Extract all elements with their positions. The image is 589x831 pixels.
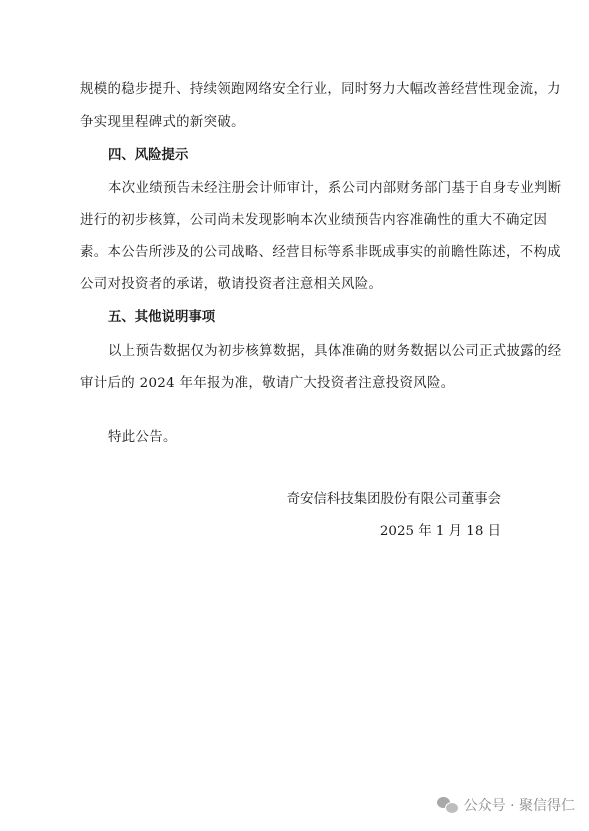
section-heading-risk: 四、风险提示 — [108, 148, 189, 163]
watermark-text: 公众号 · 聚信得仁 — [463, 798, 575, 814]
paragraph-line: 进行的初步核算，公司尚未发现影响本次业绩预告内容准确性的重大不确定因 — [80, 213, 548, 228]
signature-company: 奇安信科技集团股份有限公司董事会 — [286, 492, 501, 507]
paragraph-line: 规模的稳步提升、持续领跑网络安全行业，同时努力大幅改善经营性现金流，力 — [80, 82, 561, 97]
paragraph-line: 本次业绩预告未经注册会计师审计，系公司内部财务部门基于自身专业判断 — [108, 181, 562, 196]
watermark — [437, 795, 575, 815]
paragraph-line: 审计后的 2024 年年报为准，敬请广大投资者注意投资风险。 — [80, 376, 455, 391]
signature-date: 2025 年 1 月 18 日 — [379, 524, 501, 539]
paragraph-line: 公司对投资者的承诺，敬请投资者注意相关风险。 — [80, 277, 383, 292]
wechat-icon — [437, 796, 459, 814]
paragraph-line: 争实现里程碑式的新突破。 — [80, 115, 245, 130]
section-heading-other: 五、其他说明事项 — [108, 310, 216, 325]
closing-text: 特此公告。 — [108, 430, 177, 445]
paragraph-line: 素。本公告所涉及的公司战略、经营目标等系非既成事实的前瞻性陈述，不构成 — [80, 245, 561, 260]
paragraph-line: 以上预告数据仅为初步核算数据，具体准确的财务数据以公司正式披露的经 — [108, 344, 562, 359]
